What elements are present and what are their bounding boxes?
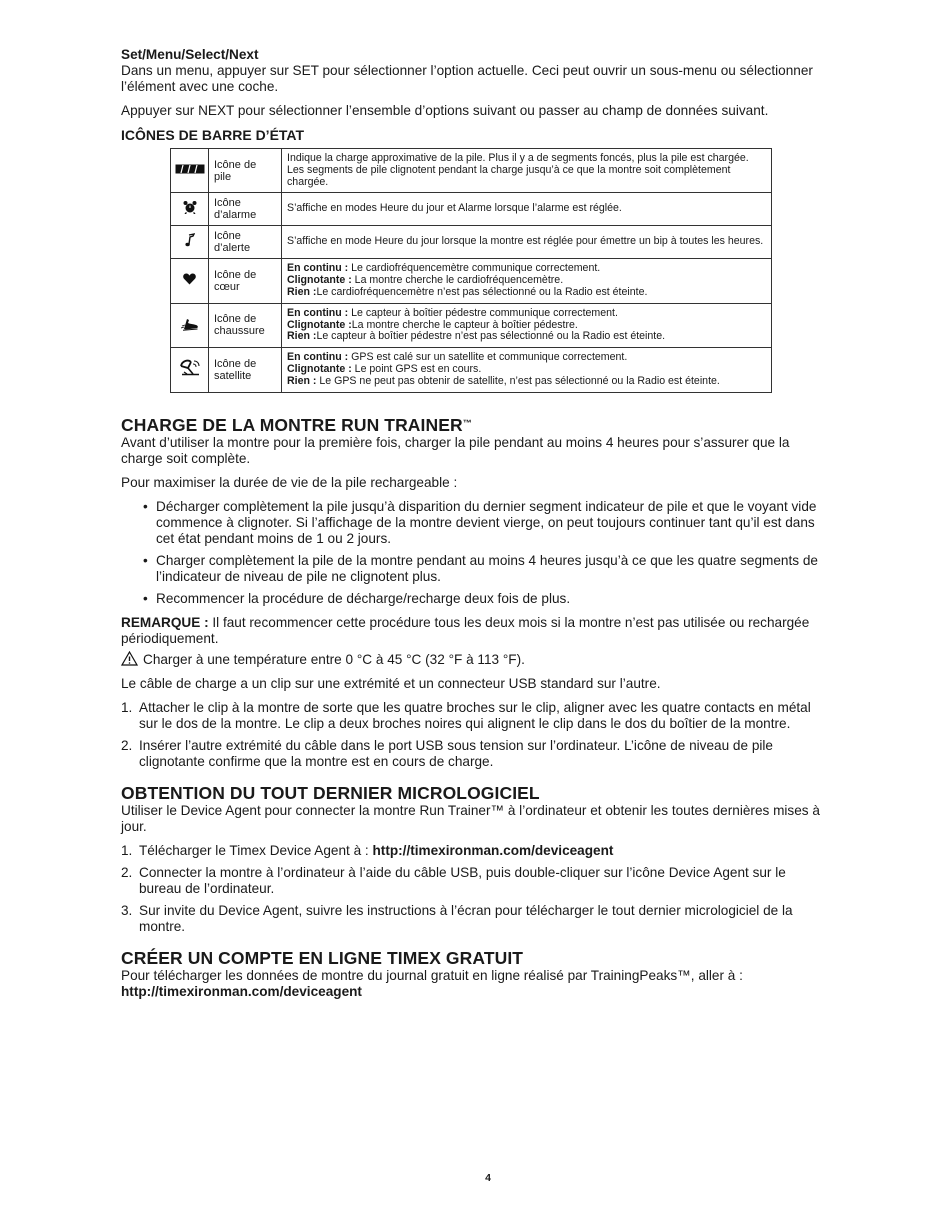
status-none-text: Le capteur à boîtier pédestre n’est pas sélectionné ou la Radio est éteinte.: [316, 330, 666, 343]
list-item: • Recommencer la procédure de décharge/recharge deux fois de plus.: [156, 591, 821, 607]
charge-heading: [121, 415, 821, 435]
page-number: 4: [485, 1172, 491, 1184]
status-none-text: Le cardiofréquencemètre n’est pas sélectionné ou la Radio est éteinte.: [316, 285, 648, 298]
status-blinking-text: La montre cherche le capteur à boîtier pédestre.: [351, 318, 578, 331]
status-none-text: Le GPS ne peut pas obtenir de satellite, n’est pas sélectionné ou la Radio est éteinte.: [316, 374, 720, 387]
step-text: Sur invite du Device Agent, suivre les instructions à l’écran pour télécharger le tout dernier micrologiciel de la montre.: [139, 902, 793, 934]
alarm-clock-icon: [171, 193, 209, 226]
icon-description: Indique la charge approximative de la pile. Plus il y a de segments foncés, plus la pile est chargée. Les segments de pile clignotent pendant la charge jusqu’à ce que la montre soit complètement chargée.: [282, 149, 772, 193]
shoe-icon: [171, 303, 209, 347]
icon-description: [282, 348, 772, 392]
charge-warning: [121, 651, 821, 670]
charge-paragraph-2: Pour maximiser la durée de vie de la pile rechargeable :: [121, 474, 458, 490]
step-text: Insérer l’autre extrémité du câble dans le port USB sous tension sur l’ordinateur. L’icône de niveau de pile clignotante confirme que la montre est en cours de charge.: [139, 737, 773, 769]
step-number: 1.: [121, 699, 133, 715]
status-none-label: Rien :: [287, 374, 317, 387]
status-blinking-text: Le point GPS est en cours.: [351, 362, 482, 375]
icon-name: Icône de satellite: [209, 348, 282, 392]
icon-name: Icône d’alerte: [209, 226, 282, 259]
icon-name: Icône de cœur: [209, 259, 282, 303]
icon-description: [282, 259, 772, 303]
step-number: 2.: [121, 737, 133, 753]
status-blinking-text: La montre cherche le cardiofréquencemètre.: [351, 274, 564, 287]
step-number: 2.: [121, 864, 133, 880]
charge-heading-text: CHARGE DE LA MONTRE RUN TRAINER: [121, 414, 463, 435]
firmware-heading: OBTENTION DU TOUT DERNIER MICROLOGICIEL: [121, 782, 540, 803]
status-blinking-label: Clignotante :: [287, 318, 352, 331]
step-number: 3.: [121, 902, 133, 918]
setmenu-paragraph-1: Dans un menu, appuyer sur SET pour sélectionner l’option actuelle. Ceci peut ouvrir un sous-menu ou sélectionner l’élément avec une coche.: [121, 63, 813, 94]
page-content: [121, 46, 821, 1008]
status-blinking-label: Clignotante :: [287, 274, 352, 287]
table-row: [171, 226, 772, 259]
icon-description: S’affiche en mode Heure du jour lorsque la montre est réglée pour émettre un bip à toutes les heures.: [282, 226, 772, 259]
note-text: Il faut recommencer cette procédure tous les deux mois si la montre n’est pas utilisée ou rechargée périodiquement.: [121, 614, 810, 646]
status-solid-text: Le cardiofréquencemètre communique correctement.: [348, 262, 601, 275]
charge-paragraph-1: Avant d’utiliser la montre pour la première fois, charger la pile pendant au moins 4 heures pour s’assurer que la charge soit complète.: [121, 434, 790, 466]
list-item: • Charger complètement la pile de la montre pendant au moins 4 heures jusqu’à ce que les quatre segments de l’indicateur de niveau de pile ne clignotent plus.: [156, 553, 821, 585]
list-item: [121, 699, 821, 732]
list-item: [121, 842, 821, 859]
list-item: [121, 864, 821, 897]
account-heading: CRÉER UN COMPTE EN LIGNE TIMEX GRATUIT: [121, 947, 524, 968]
warning-text: Charger à une température entre 0 °C à 45 °C (32 °F à 113 °F).: [143, 651, 525, 667]
device-agent-link[interactable]: http://timexironman.com/deviceagent: [372, 842, 614, 858]
account-paragraph: Pour télécharger les données de montre du journal gratuit en ligne réalisé par TrainingPeaks™, aller à :: [121, 967, 743, 983]
table-row: [171, 259, 772, 303]
table-row: [171, 303, 772, 347]
table-row: [171, 348, 772, 392]
status-none-label: Rien :: [287, 330, 317, 343]
step-text: Télécharger le Timex Device Agent à :: [139, 842, 373, 858]
step-text: Attacher le clip à la montre de sorte que les quatre broches sur le clip, aligner avec les quatre contacts en métal sur le dos de la montre. Le clip a deux broches noires qui alignent le clip dans le dos du boîtier de la montre.: [139, 699, 811, 731]
account-link[interactable]: http://timexironman.com/deviceagent: [121, 983, 362, 999]
list-item: [121, 737, 821, 770]
icon-name: Icône de pile: [209, 149, 282, 193]
status-none-label: Rien :: [287, 285, 317, 298]
charge-bullet-list: [121, 499, 821, 607]
status-solid-text: GPS est calé sur un satellite et communique correctement.: [348, 351, 628, 364]
status-icons-table: [170, 148, 772, 393]
firmware-paragraph: Utiliser le Device Agent pour connecter la montre Run Trainer™ à l’ordinateur et obtenir les toutes dernières mises à jour.: [121, 802, 820, 834]
status-solid-label: En continu :: [287, 351, 349, 364]
status-blinking-label: Clignotante :: [287, 362, 352, 375]
setmenu-paragraph-2: Appuyer sur NEXT pour sélectionner l’ensemble d’options suivant ou passer au champ de données suivant.: [121, 103, 769, 118]
music-note-icon: [171, 226, 209, 259]
charge-cable-text: Le câble de charge a un clip sur une extrémité et un connecteur USB standard sur l’autre.: [121, 675, 661, 691]
charge-note: [121, 615, 821, 647]
icon-description: [282, 303, 772, 347]
battery-icon: [171, 149, 209, 193]
status-solid-label: En continu :: [287, 262, 349, 275]
status-solid-label: En continu :: [287, 306, 349, 319]
icon-name: Icône d’alarme: [209, 193, 282, 226]
status-solid-text: Le capteur à boîtier pédestre communique correctement.: [348, 306, 618, 319]
heart-icon: [171, 259, 209, 303]
trademark-symbol: ™: [462, 417, 472, 428]
warning-triangle-icon: [121, 651, 138, 670]
icon-name: Icône de chaussure: [209, 303, 282, 347]
table-row: [171, 193, 772, 226]
list-item: • Décharger complètement la pile jusqu’à disparition du dernier segment indicateur de pile et que le voyant vide commence à clignoter. Si l’affichage de la montre devient vierge, on peut toujours continuer tant qu’il est dans cet état pendant moins de 1 ou 2 jours.: [156, 499, 821, 547]
step-number: 1.: [121, 842, 133, 858]
status-icons-heading: ICÔNES DE BARRE D’ÉTAT: [121, 127, 305, 143]
firmware-steps-list: [121, 843, 821, 935]
list-item: [121, 902, 821, 935]
charge-steps-list: [121, 700, 821, 770]
satellite-icon: [171, 348, 209, 392]
icon-description: S’affiche en modes Heure du jour et Alarme lorsque l’alarme est réglée.: [282, 193, 772, 226]
setmenu-heading: Set/Menu/Select/Next: [121, 47, 259, 62]
table-row: [171, 149, 772, 193]
step-text: Connecter la montre à l’ordinateur à l’aide du câble USB, puis double-cliquer sur l’icône Device Agent sur le bureau de l’ordinateur.: [139, 864, 786, 896]
note-label: REMARQUE :: [121, 614, 209, 630]
